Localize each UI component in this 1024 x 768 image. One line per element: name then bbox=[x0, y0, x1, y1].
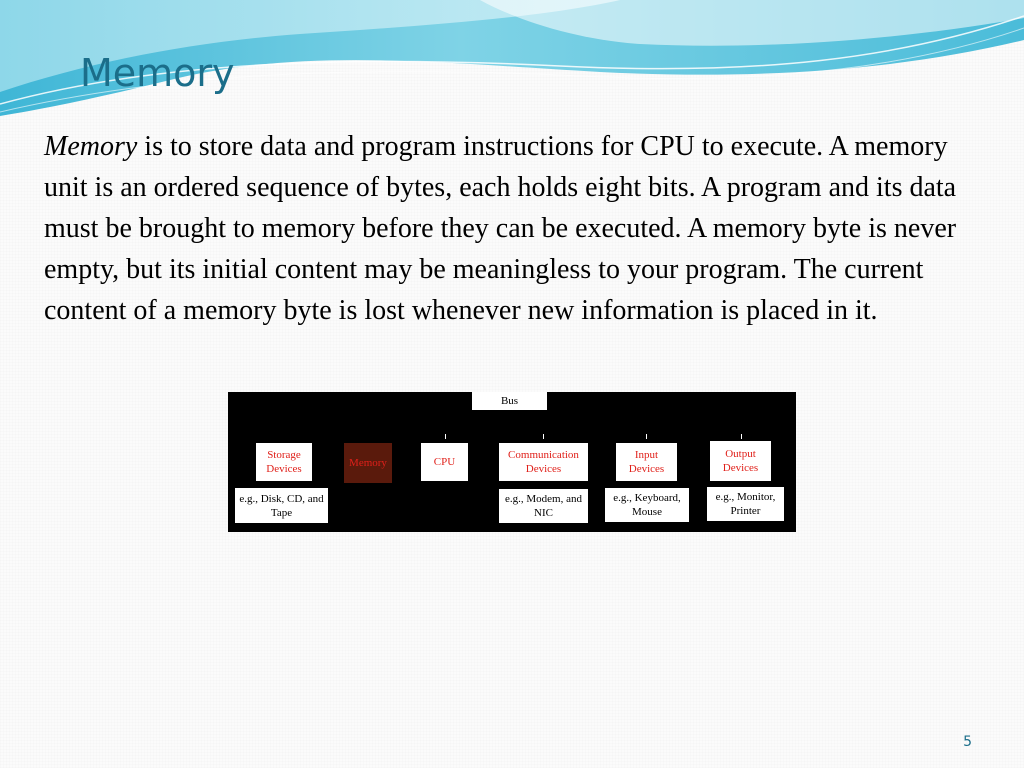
slide-body-text bbox=[44, 126, 994, 331]
communication-devices-box: Communication Devices bbox=[499, 443, 588, 481]
bus-label: Bus bbox=[472, 392, 547, 410]
bus-connector bbox=[445, 434, 446, 439]
bus-connector bbox=[646, 434, 647, 439]
body-paragraph: is to store data and program instructions for CPU to execute. A memory unit is an ordered sequence of bytes, each holds eight bits. A program and its data must be brought to memory before they can be executed. A memory byte is never empty, but its initial content may be meaningless to your program. The current content of a memory byte is lost whenever new information is placed in it. bbox=[44, 131, 957, 326]
computer-components-diagram bbox=[228, 392, 796, 532]
slide-title: Memory bbox=[80, 51, 235, 95]
output-devices-box: Output Devices bbox=[710, 441, 771, 481]
cpu-box: CPU bbox=[421, 443, 468, 481]
output-example-box: e.g., Monitor, Printer bbox=[707, 487, 784, 521]
storage-devices-box: Storage Devices bbox=[256, 443, 312, 481]
input-devices-box: Input Devices bbox=[616, 443, 677, 481]
bus-connector bbox=[543, 434, 544, 439]
page-number: 5 bbox=[963, 734, 972, 750]
communication-example-box: e.g., Modem, and NIC bbox=[499, 489, 588, 523]
memory-box: Memory bbox=[344, 443, 392, 483]
input-example-box: e.g., Keyboard, Mouse bbox=[605, 488, 689, 522]
bus-connector bbox=[741, 434, 742, 439]
body-lead-term: Memory bbox=[44, 131, 138, 162]
storage-example-box: e.g., Disk, CD, and Tape bbox=[235, 488, 328, 523]
